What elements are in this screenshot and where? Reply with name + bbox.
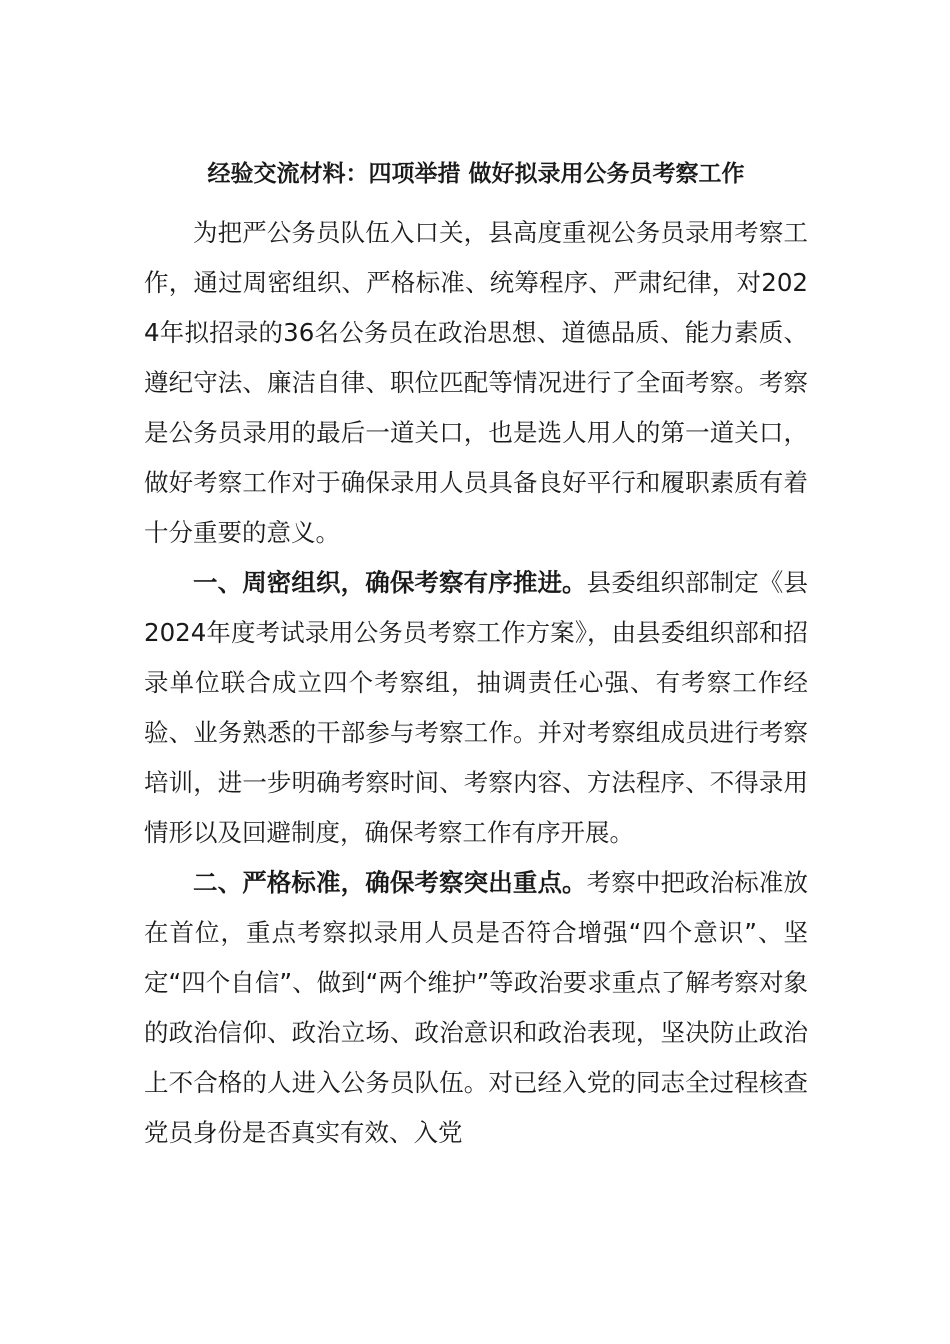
section-1-heading: 一、周密组织，确保考察有序推进。 — [193, 568, 587, 597]
section-2-heading: 二、严格标准，确保考察突出重点。 — [193, 868, 587, 897]
section-2-body: 考察中把政治标准放在首位，重点考察拟录用人员是否符合增强“四个意识”、坚定“四个自信”、做到“两个维护”等政治要求重点了解考察对象的政治信仰、政治立场、政治意识和政治表现，坚决防止政治上不合格的人进入公务员队伍。对已经入党的同志全过程核查党员身份是否真实有效、入党 — [144, 868, 809, 1147]
intro-paragraph: 为把严公务员队伍入口关，县高度重视公务员录用考察工作，通过周密组织、严格标准、统筹程序、严肃纪律，对2024年拟招录的36名公务员在政治思想、道德品质、能力素质、遵纪守法、廉洁自律、职位匹配等情况进行了全面考察。考察是公务员录用的最后一道关口，也是选人用人的第一道关口，做好考察工作对于确保录用人员具备良好平行和履职素质有着十分重要的意义。 — [144, 218, 808, 547]
section-2-paragraph — [144, 858, 808, 1158]
section-1-paragraph — [144, 558, 808, 858]
document-title: 经验交流材料：四项举措 做好拟录用公务员考察工作 — [207, 161, 745, 187]
document-page — [144, 150, 808, 1158]
section-1-body: 县委组织部制定《县2024年度考试录用公务员考察工作方案》，由县委组织部和招录单位联合成立四个考察组，抽调责任心强、有考察工作经验、业务熟悉的干部参与考察工作。并对考察组成员进行考察培训，进一步明确考察时间、考察内容、方法程序、不得录用情形以及回避制度，确保考察工作有序开展。 — [144, 568, 809, 847]
